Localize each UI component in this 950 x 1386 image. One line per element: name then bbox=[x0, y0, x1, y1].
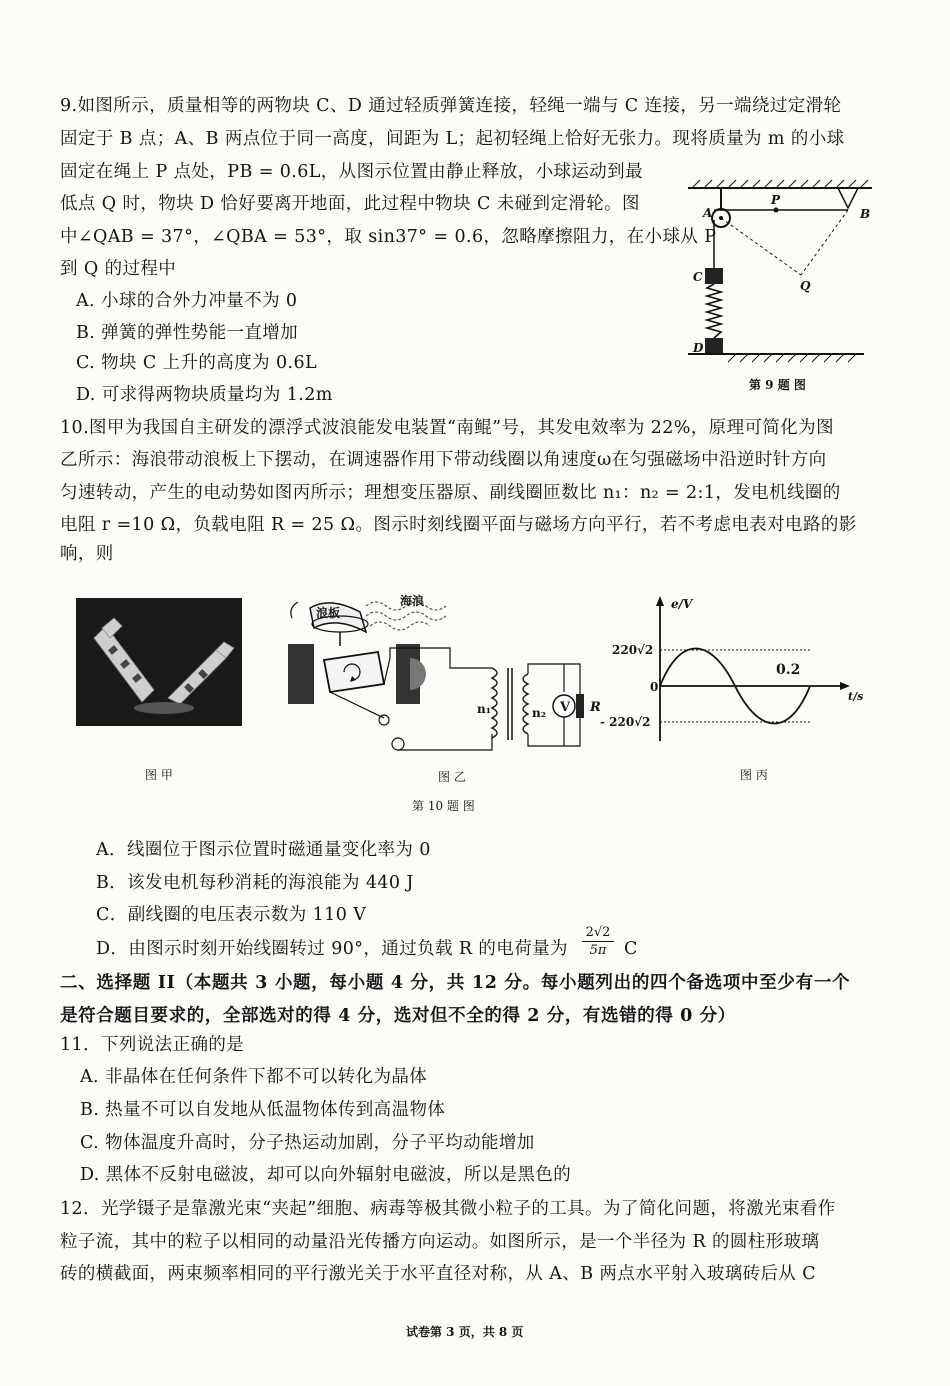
q10-photo bbox=[76, 598, 242, 726]
q10-figure-caption: 第 10 题 图 bbox=[412, 799, 475, 813]
q9-label-b: B bbox=[860, 207, 871, 221]
q10-option-b: B．该发电机每秒消耗的海浪能为 440 J bbox=[96, 873, 414, 893]
q10-option-a: A．线圈位于图示位置时磁通量变化率为 0 bbox=[96, 840, 431, 860]
q9-option-c: C. 物块 C 上升的高度为 0.6L bbox=[76, 353, 318, 373]
q12-line-1: 12．光学镊子是靠激光束“夹起”细胞、病毒等极其微小粒子的工具。为了简化问题，将激光束看作 bbox=[60, 1199, 836, 1219]
q9-label-a: A bbox=[703, 206, 713, 220]
q9-figure-caption: 第 9 题 图 bbox=[749, 378, 806, 392]
q9-option-a: A. 小球的合外力冲量不为 0 bbox=[76, 291, 298, 311]
q11-option-a: A. 非晶体在任何条件下都不可以转化为晶体 bbox=[80, 1067, 428, 1087]
page-footer: 试卷第 3 页，共 8 页 bbox=[406, 1325, 524, 1339]
q10-graph-ylabel: e/V bbox=[671, 597, 693, 611]
q11-stem: 11．下列说法正确的是 bbox=[60, 1035, 245, 1055]
q9-line-6: 到 Q 的过程中 bbox=[60, 259, 177, 279]
q10-line-2: 乙所示：海浪带动浪板上下摆动，在调速器作用下带动线圈以角速度ω在匀强磁场中沿逆时针方向 bbox=[60, 450, 827, 470]
q10-option-d: D．由图示时刻开始线圈转过 90°，通过负载 R 的电荷量为 bbox=[96, 939, 568, 959]
q10-langban-label: 浪板 bbox=[316, 606, 341, 620]
q12-line-3: 砖的横截面，两束频率相同的平行激光关于水平直径对称，从 A、B 两点水平射入玻璃砖后从 C bbox=[60, 1264, 817, 1284]
q11-option-c: C. 物体温度升高时，分子热运动加剧，分子平均动能增加 bbox=[80, 1133, 535, 1153]
q10-option-d-unit: C bbox=[624, 939, 638, 959]
q11-option-d: D. 黑体不反射电磁波，却可以向外辐射电磁波，所以是黑色的 bbox=[80, 1165, 572, 1185]
q10-graph-origin: 0 bbox=[650, 680, 659, 694]
q12-line-2: 粒子流，其中的粒子以相同的动量沿光传播方向运动。如图所示，是一个半径为 R 的圆柱形玻璃 bbox=[60, 1232, 820, 1252]
q9-line-1: 9.如图所示，质量相等的两物块 C、D 通过轻质弹簧连接，轻绳一端与 C 连接，另一端绕过定滑轮 bbox=[60, 96, 842, 116]
q9-line-4: 低点 Q 时，物块 D 恰好要离开地面，此过程中物块 C 未碰到定滑轮。图 bbox=[60, 194, 640, 214]
fraction-denominator: 5π bbox=[589, 943, 607, 958]
q10-graph-xlabel: t/s bbox=[848, 690, 864, 703]
q10-graph-ymax: 220√2 bbox=[612, 643, 654, 657]
q9-line-3: 固定在绳上 P 点处，PB = 0.6L，从图示位置由静止释放，小球运动到最 bbox=[60, 162, 643, 182]
q10-resistor-label: R bbox=[590, 700, 601, 715]
section-2-heading-line-1: 二、选择题 II（本题共 3 小题，每小题 4 分，共 12 分。每小题列出的四个备选项中至少有一个 bbox=[60, 973, 851, 993]
q9-option-d: D. 可求得两物块质量均为 1.2m bbox=[76, 385, 333, 405]
q9-option-b: B. 弹簧的弹性势能一直增加 bbox=[76, 323, 299, 343]
q10-fig-bing-caption: 图 丙 bbox=[740, 768, 768, 782]
q9-figure bbox=[688, 180, 878, 380]
q10-line-1: 10.图甲为我国自主研发的漂浮式波浪能发电装置“南鲲”号，其发电效率为 22%，原理可简化为图 bbox=[60, 418, 834, 438]
q11-option-b: B. 热量不可以自发地从低温物体传到高温物体 bbox=[80, 1100, 446, 1120]
q10-n2-label: n₂ bbox=[532, 706, 546, 720]
q10-fig-jia-caption: 图 甲 bbox=[145, 768, 173, 782]
q9-label-d: D bbox=[693, 341, 704, 355]
q9-line-2: 固定于 B 点；A、B 两点位于同一高度，间距为 L；起初轻绳上恰好无张力。现将质量为 m 的小球 bbox=[60, 129, 845, 149]
q9-label-c: C bbox=[693, 270, 703, 284]
fraction-numerator: 2√2 bbox=[582, 925, 614, 942]
q10-line-5: 响，则 bbox=[60, 544, 114, 564]
q10-option-d-fraction bbox=[582, 925, 614, 958]
q10-graph-tick: 0.2 bbox=[776, 662, 801, 678]
q10-line-4: 电阻 r =10 Ω，负载电阻 R = 25 Ω。图示时刻线圈平面与磁场方向平行，若不考虑电表对电路的影 bbox=[60, 515, 857, 535]
q9-label-p: P bbox=[771, 193, 781, 207]
section-2-heading-line-2: 是符合题目要求的，全部选对的得 4 分，选对但不全的得 2 分，有选错的得 0 分） bbox=[60, 1006, 736, 1026]
q10-fig-yi-caption: 图 乙 bbox=[438, 770, 466, 784]
q10-hailang-label: 海浪 bbox=[400, 594, 425, 608]
q9-label-q: Q bbox=[800, 279, 811, 293]
q10-line-3: 匀速转动，产生的电动势如图丙所示；理想变压器原、副线圈匝数比 n₁：n₂ = 2:1，发电机线圈的 bbox=[60, 483, 841, 503]
q10-n1-label: n₁ bbox=[477, 702, 491, 716]
q10-emf-graph bbox=[650, 596, 870, 746]
q9-line-5: 中∠QAB = 37°，∠QBA = 53°，取 sin37° = 0.6，忽略摩擦阻力，在小球从 P bbox=[60, 227, 717, 247]
q10-option-c: C．副线圈的电压表示数为 110 V bbox=[96, 905, 367, 925]
q10-voltmeter-label: V bbox=[560, 700, 571, 715]
q10-graph-ymin: - 220√2 bbox=[600, 715, 651, 729]
